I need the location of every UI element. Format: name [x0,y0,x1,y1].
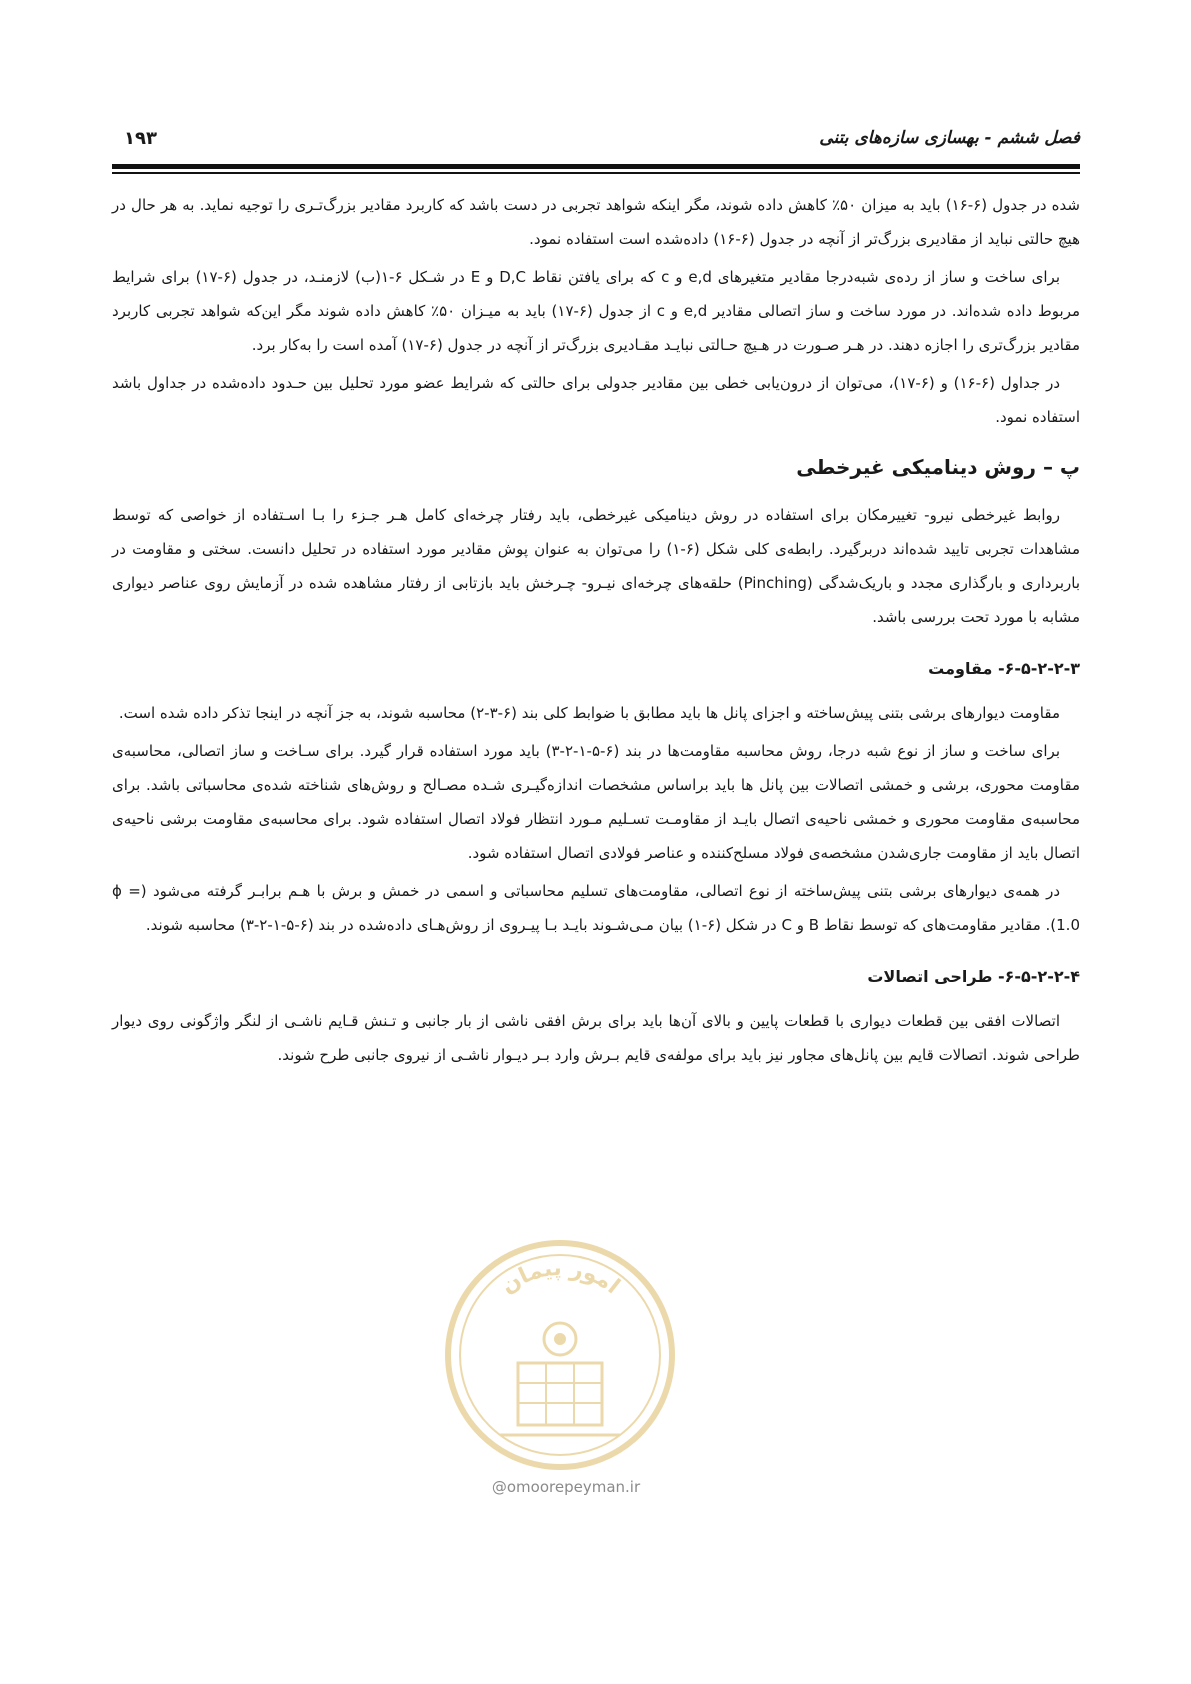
page-body [112,188,1080,1076]
paragraph-quasi-cast: برای ساخت و ساز از رده‌ی شبه‌درجا مقادیر متغیرهای e,d و c که برای یافتن نقاط D,C و E در شـکل ۶-۱(ب) لازمنـد، در جدول (۶-۱۷) برای شرایط مربوط داده شده‌اند. در مورد ساخت و ساز اتصالی مقادیر e,d و c از جدول (۶-۱۷) باید به میـزان ۵۰٪ کاهش داده شوند مگر این‌که شواهد تجربی کاربرد مقادیر بزرگ‌تری را اجازه دهند. در هـر صـورت در هـیچ حـالتی نبایـد مقـادیری بزرگ‌تر از آنچه در جدول (۶-۱۷) آمده است را به‌کار برد. [112,268,1081,354]
paragraph-strength-general: مقاومت دیوارهای برشی بتنی پیش‌ساخته و اجزای پانل ها باید مطابق با ضوابط کلی بند (۶-۳-۲) محاسبه شوند، به جز آنچه در اینجا تذکر داده شده است. [118,704,1060,722]
paragraph-continuation: شده در جدول (۶-۱۶) باید به میزان ۵۰٪ کاهش داده شوند، مگر اینکه شواهد تجربی در دست باشد که کاربرد مقادیر بزرگ‌تـری را توجیه نماید. به هر حال در هیچ حالتی نباید از مقادیری بزرگ‌تر از آنچه در جدول (۶-۱۶) داده‌شده است استفاده نمود. [112,196,1080,248]
section-heading-strength: ۶-۵-۲-۲-۳- مقاومت [928,659,1080,678]
chapter-title: فصل ششم - بهسازی سازه‌های بتنی [819,128,1080,148]
section-heading-connections: ۶-۵-۲-۲-۴- طراحی اتصالات [867,967,1080,986]
paragraph-strength-construction: برای ساخت و ساز از نوع شبه درجا، روش محاسبه مقاومت‌ها در بند (۶-۵-۱-۲-۳) باید مورد استفاده قرار گیرد. برای سـاخت و ساز اتصالی، محاسبه‌ی مقاومت محوری، برشی و خمشی اتصالات بین پانل ها باید براساس مشخصات اندازه‌گیـری شـده مصـالح و روش‌های شناخته شده‌ی محاسباتی باشد. برای محاسبه‌ی مقاومت محوری و خمشی ناحیه‌ی اتصال بایـد از مقاومـت تسـلیم مـورد انتظار فولاد اتصال استفاده شود. برای محاسبه‌ی مقاومت برشی ناحیه‌ی اتصال باید از مقاومت جاری‌شدن مشخصه‌ی فولاد مسلح‌کننده و عناصر فولادی اتصال استفاده شود. [112,742,1080,862]
header-rule-thick [112,164,1080,169]
paragraph-strength-phi: در همه‌ی دیوارهای برشی بتنی پیش‌ساخته از نوع اتصالی، مقاومت‌های تسلیم محاسباتی و اسمی در خمش و برش با هـم برابـر گرفته می‌شود (ϕ = 1.0). مقادیر مقاومت‌های که توسط نقاط B و C در شکل (۶-۱) بیان مـی‌شـوند بایـد بـا پیـروی از روش‌هـای داده‌شده در بند (۶-۵-۱-۲-۳) محاسبه شوند. [112,882,1080,934]
page-header [112,128,1080,158]
watermark-arc-text: امور پیمان [496,1255,625,1300]
watermark-url: @omoorepeyman.ir [491,1478,641,1496]
paragraph-interpolation: در جداول (۶-۱۶) و (۶-۱۷)، می‌توان از درون‌یابی خطی بین مقادیر جدولی برای حالتی که شرایط عضو مورد تحلیل بین حـدود داده‌شده در جداول باشد استفاده نمود. [112,374,1080,426]
page-number: ۱۹۳ [124,128,157,149]
section-heading-nonlinear-dynamic: پ – روش دینامیکی غیرخطی [796,455,1080,479]
paragraph-connections: اتصالات افقی بین قطعات دیواری با قطعات پایین و بالای آن‌ها باید برای برش افقی ناشی از بار جانبی و تـنش قـایم ناشـی از لنگر واژگونی روی دیوار طراحی شوند. اتصالات قایم بین پانل‌های مجاور نیز باید برای مولفه‌ی قایم بـرش وارد بـر دیـوار ناشـی از نیروی جانبی طرح شوند. [112,1012,1080,1064]
paragraph-nonlinear-dynamic: روابط غیرخطی نیرو- تغییرمکان برای استفاده در روش دینامیکی غیرخطی، باید رفتار چرخه‌ای کامل هـر جـزء را بـا اسـتفاده از خواصی که توسط مشاهدات تجربی تایید شده‌اند دربرگیرد. رابطه‌ی کلی شکل (۶-۱) را می‌توان به عنوان پوش مقادیر مورد استفاده در تحلیل دانست. سختی و مقاومت در باربرداری و بارگذاری مجدد و باریک‌شدگی (Pinching) حلقه‌های چرخه‌ای نیـرو- چـرخش باید بازتابی از رفتار مشاهده شده در آزمایش روی عناصر دیواری مشابه با مورد تحت بررسی باشد. [112,506,1080,626]
svg-text:امور پیمان [496,1256,624,1299]
watermark-logo [440,1235,680,1475]
header-rule-thin [112,172,1080,174]
